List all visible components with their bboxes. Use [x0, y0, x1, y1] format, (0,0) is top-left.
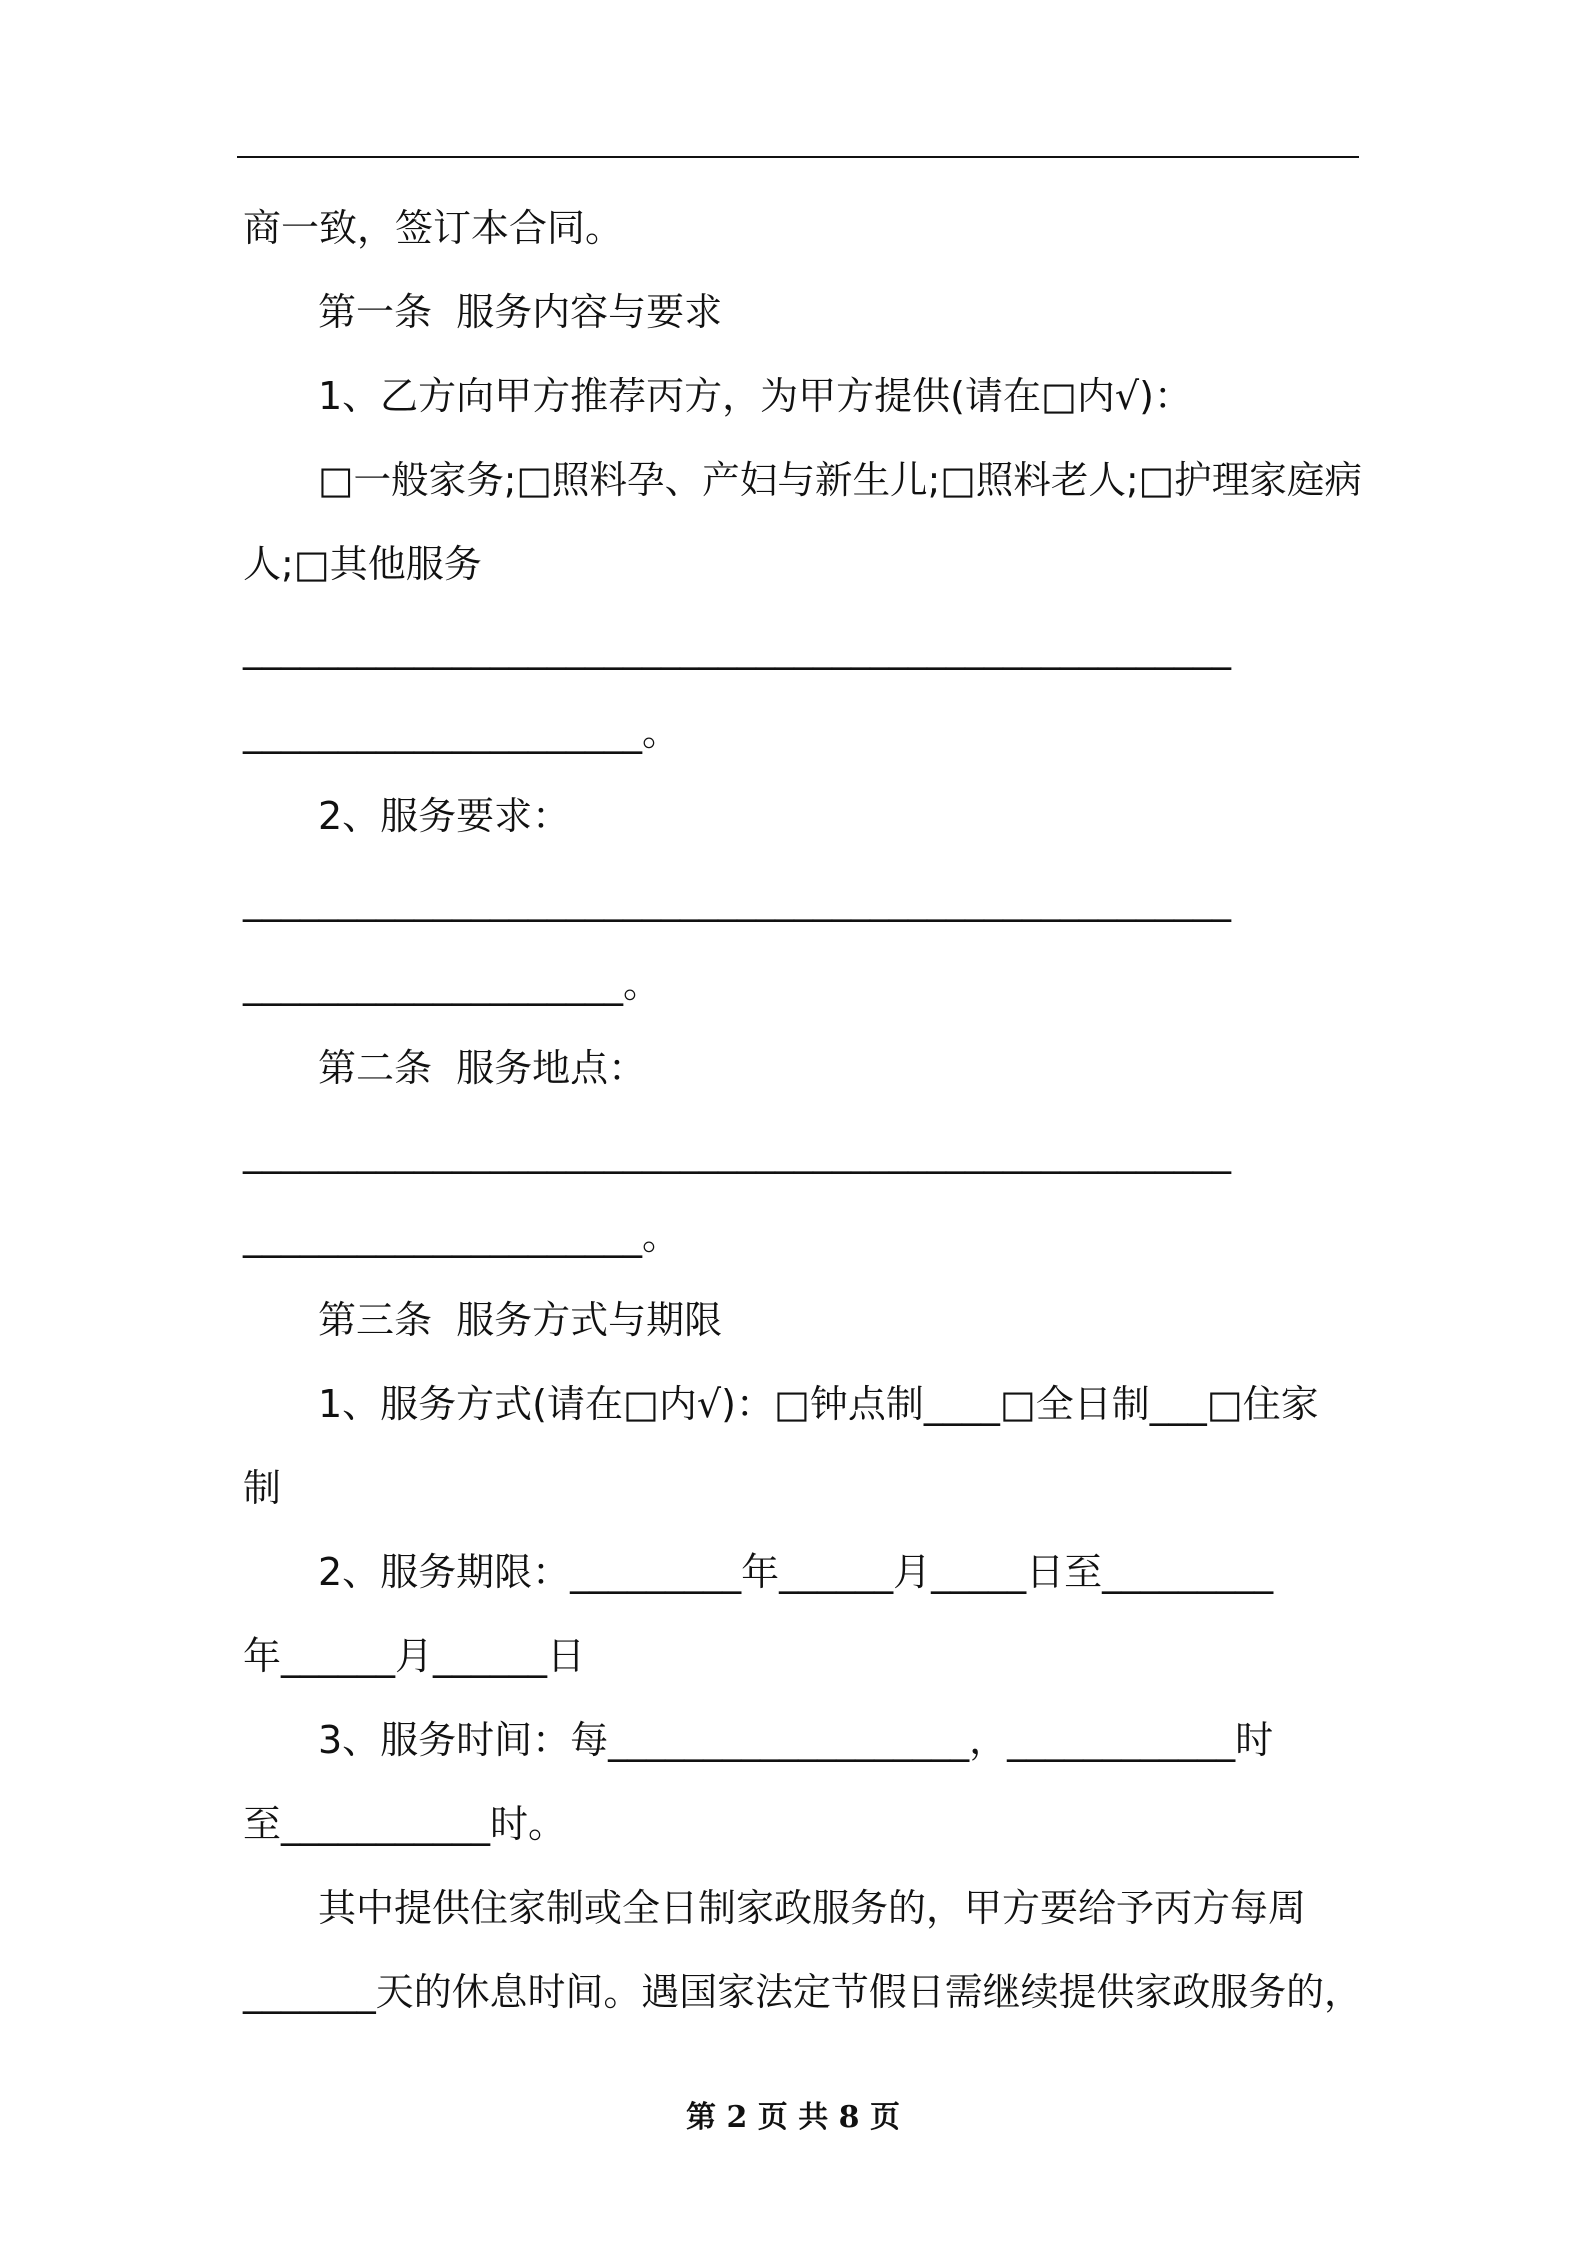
service-requirements-label: 2、服务要求：	[318, 794, 571, 838]
blank-line-1: ____________________________________________________	[243, 626, 1231, 670]
blank-line-5: ____________________________________________________	[243, 1130, 1231, 1174]
service-time-line: 3、服务时间：每___________________，____________时	[318, 1718, 1274, 1762]
page-number-footer: 第 2 页 共 8 页	[686, 2100, 900, 2135]
blank-line-2: _____________________。	[243, 710, 681, 754]
service-time-cont: 至___________时。	[243, 1802, 567, 1846]
article-1-heading: 第一条 服务内容与要求	[318, 290, 723, 334]
service-options-line: □一般家务;□照料孕、产妇与新生儿;□照料老人;□护理家庭病	[318, 458, 1362, 502]
service-period-line: 2、服务期限：_________年______月_____日至_________	[318, 1550, 1274, 1594]
header-rule	[237, 156, 1359, 158]
service-options-cont: 人;□其他服务	[243, 542, 482, 586]
blank-line-6: _____________________。	[243, 1214, 681, 1258]
service-mode-line: 1、服务方式(请在□内√)：□钟点制____□全日制___□住家	[318, 1382, 1319, 1426]
body-line-1: 商一致，签订本合同。	[243, 206, 624, 250]
article-2-heading: 第二条 服务地点：	[318, 1046, 647, 1090]
rest-days-line: 其中提供住家制或全日制家政服务的，甲方要给予丙方每周	[318, 1886, 1307, 1930]
service-period-cont: 年______月______日	[243, 1634, 586, 1678]
article-3-heading: 第三条 服务方式与期限	[318, 1298, 723, 1342]
service-mode-cont: 制	[243, 1466, 282, 1510]
blank-line-4: ____________________。	[243, 962, 662, 1006]
blank-line-3: ____________________________________________________	[243, 878, 1231, 922]
body-line-3: 1、乙方向甲方推荐丙方，为甲方提供(请在□内√)：	[318, 374, 1192, 418]
rest-days-cont: _______天的休息时间。遇国家法定节假日需继续提供家政服务的，	[243, 1970, 1362, 2014]
